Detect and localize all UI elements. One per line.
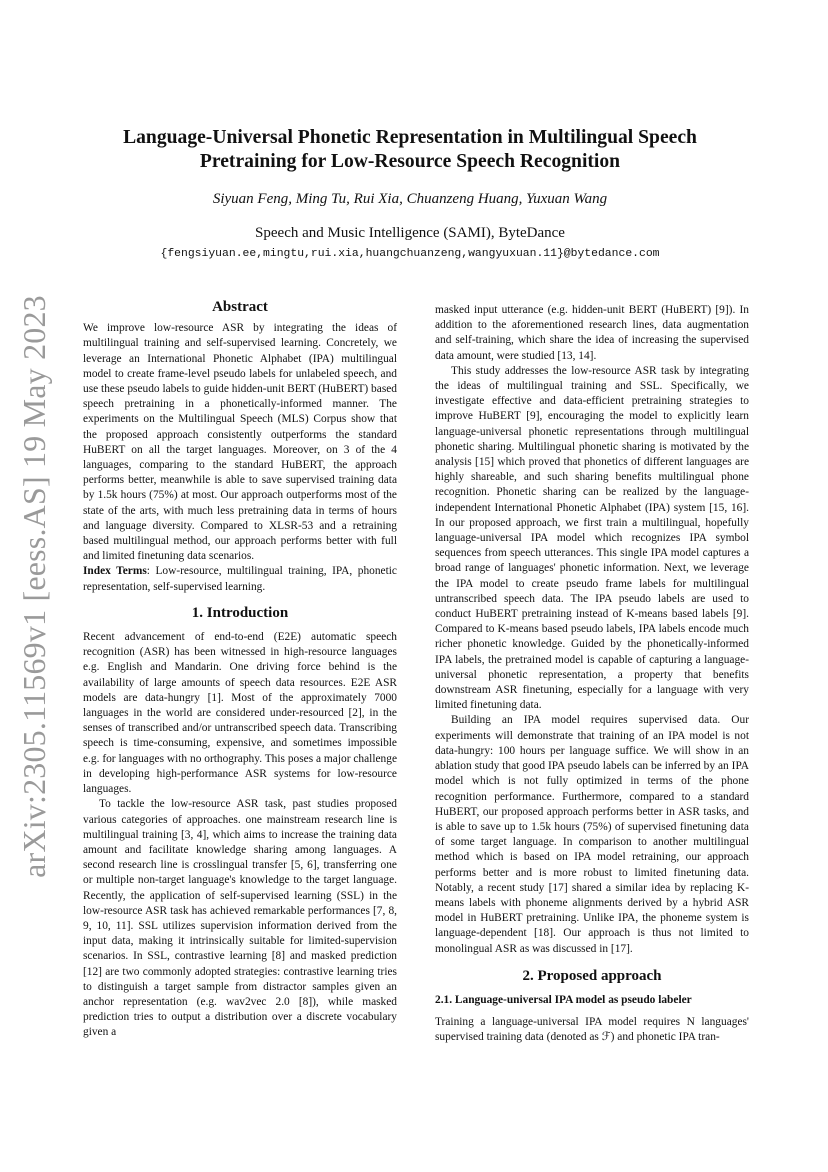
- title-line-1: Language-Universal Phonetic Representation in Multilingual Speech: [123, 127, 697, 148]
- index-terms-text: : Low-resource, multilingual training, IPA, phonetic representation, self-supervised learning.: [83, 565, 397, 593]
- introduction-heading: 1. Introduction: [191, 604, 289, 621]
- affiliation: Speech and Music Intelligence (SAMI), ByteDance: [255, 225, 565, 241]
- index-terms-label: Index Terms: [83, 565, 147, 578]
- right-column: [435, 303, 749, 1046]
- author-list: Siyuan Feng, Ming Tu, Rui Xia, Chuanzeng Huang, Yuxuan Wang: [212, 191, 608, 207]
- paper-title: [90, 126, 730, 174]
- left-column: [83, 300, 397, 1041]
- intro-paragraph-3: This study addresses the low-resource ASR task by integrating the ideas of multilingual training and SSL. Specifically, we investigate effective and data-efficient pretraining strategies to improve HuBERT [9], encouraging the model to explicitly learn language-universal phonetic representations through multilingual phonetic sharing. Multilingual phonetic sharing is motivated by the analysis [15] which proved that phonetics of different languages are highly shareable, and such sharing benefits multilingual phone recognition. Phonetic sharing can be realized by the language-independent International Phonetic Alphabet (IPA) system [15, 16]. In our proposed approach, we first train a multilingual, hopefully language-universal IPA model which recognizes IPA symbol sequences from speech utterances. This single IPA model captures a broad range of languages' phonetic information. Next, we leverage the IPA model to create pseudo frame labels for multilingual untranscribed speech data. The IPA pseudo labels are used to conduct HuBERT pretraining instead of K-means based labels [9]. Compared to K-means based pseudo labels, IPA labels encode much richer phonetic knowledge. Guided by the phonetically-informed IPA labels, the pretrained model is capable of capturing a language-universal phonetic representation, a property that benefits downstream ASR finetuning, especially for a language with very limited finetuning data.: [435, 364, 749, 712]
- intro-paragraph-4: Building an IPA model requires supervised data. Our experiments will demonstrate that training of an IPA model is not data-hungry: 100 hours per language suffice. We will show in an ablation study that good IPA pseudo labels can be inferred by an IPA model which is not fully optimized in terms of the phone recognition performance. Furthermore, compared to a standard HuBERT, our proposed approach performs better in ASR tasks, and is able to save up to 1.5k hours (75%) of supervised finetuning data of some target language. In comparison to another multilingual method which is based on IPA model retraining, our approach performs better and is more robust to limited finetuning data. Notably, a recent study [17] shared a similar idea by replacing K-means labels with phoneme alignments derived by a hybrid ASR model in HuBERT pretraining. Unlike IPA, the phoneme system is language-dependent [18]. Our approach is thus not limited to monolingual ASR as was discussed in [17].: [435, 714, 749, 955]
- arxiv-identifier-text: arXiv:2305.11569v1 [eess.AS] 19 May 2023: [15, 294, 52, 878]
- abstract-heading: Abstract: [212, 299, 268, 315]
- arxiv-identifier-stamp: [14, 294, 54, 878]
- abstract-text: We improve low-resource ASR by integrating the ideas of multilingual training and self-supervised learning. Concretely, we leverage an International Phonetic Alphabet (IPA) multilingual model to create frame-level pseudo labels for unlabeled speech, and use these pseudo labels to guide hidden-unit BERT (HuBERT) based speech pretraining in a phonetically-informed manner. The experiments on the Multilingual Speech (MLS) Corpus show that the proposed approach consistently outperforms the standard HuBERT on all the target languages. Moreover, on 3 of the 4 languages, comparing to the standard HuBERT, the approach performs better, meanwhile is able to save supervised training data by 1.5k hours (75%) at most. Our approach outperforms most of the state of the arts, with much less pretraining data in terms of hours and language diversity. Compared to XLSR-53 and a retraining based multilingual method, our approach performs better with full and limited finetuning data scenarios.: [83, 322, 397, 563]
- title-line-2: Pretraining for Low-Resource Speech Recognition: [199, 151, 621, 172]
- intro-paragraph-2: To tackle the low-resource ASR task, past studies proposed various categories of approaches. one mainstream research line is multilingual training [3, 4], which aims to increase the training data amount and facilitate knowledge sharing among languages. A second research line is crosslingual transfer [5, 6], transferring one or multiple non-target language's knowledge to the target language. Recently, the application of self-supervised learning (SSL) in the low-resource ASR task has achieved remarkable performances [7, 8, 9, 10, 11]. SSL utilizes supervision information derived from the input data, making it intrinsically suitable for limited-supervision scenarios. In SSL, contrastive learning [8] and masked prediction [12] are two commonly adopted strategies: contrastive learning tries to distinguish a target sample from distractor samples given an anchor representation (e.g. wav2vec 2.0 [8]), while masked prediction tries to output a distribution over a discrete vocabulary given a: [83, 798, 397, 1039]
- proposed-approach-heading: 2. Proposed approach: [522, 967, 662, 984]
- subsection-2-1-paragraph: Training a language-universal IPA model requires N languages' supervised training data (denoted as ℱ) and phonetic IPA tran-: [435, 1016, 749, 1044]
- index-terms: [83, 564, 397, 594]
- intro-paragraph-1: Recent advancement of end-to-end (E2E) automatic speech recognition (ASR) has been witnessed in high-resource languages e.g. English and Mandarin. One driving force behind is the availability of large amounts of speech data resources. E2E ASR models are data-hungry [1]. Most of the approximately 7000 languages in the world are considered under-resourced [2], in the senses of transcribed and/or untranscribed speech data. Transcribing speech is time-consuming, expensive, and sometimes impossible e.g. for languages with no orthography. This poses a major challenge in developing high-performance ASR systems for low-resource languages.: [83, 631, 397, 796]
- intro-paragraph-2-continued: masked input utterance (e.g. hidden-unit BERT (HuBERT) [9]). In addition to the aforementioned research lines, data augmentation and self-training, which share the idea of increasing the supervised data amount, were studied [13, 14].: [435, 304, 749, 362]
- author-emails: {fengsiyuan.ee,mingtu,rui.xia,huangchuanzeng,wangyuxuan.11}@bytedance.com: [160, 248, 660, 260]
- subsection-2-1-heading: 2.1. Language-universal IPA model as pseudo labeler: [435, 993, 692, 1006]
